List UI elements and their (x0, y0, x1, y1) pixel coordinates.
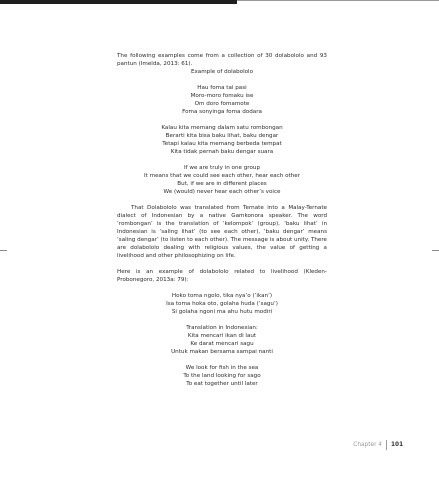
page-body (117, 52, 327, 388)
dolabololo-indonesian-stanza (117, 124, 327, 156)
crop-mark-left (0, 250, 7, 251)
verse-line: We look for fish in the sea (185, 365, 259, 371)
verse-line: Isa toma hoka oto, golaha huda (‘sagu’) (166, 301, 278, 307)
verse-line: We (would) never hear each other’s voice (163, 189, 281, 195)
verse-line: Om doro fomamote (194, 101, 250, 107)
verse-line: If we are truly in one group (183, 165, 260, 171)
verse-line: Ke darat mencari sagu (190, 341, 254, 347)
top-rule (237, 0, 439, 1)
translation-heading: Translation in Indonesian: (186, 325, 258, 331)
verse-line: Foma sonyinga foma dodara (182, 109, 262, 115)
intro-paragraph: The following examples come from a collection of 30 dolabololo and 93 pantun (Imelda, 2013: 61). (117, 53, 327, 67)
page-number: 101 (391, 442, 404, 448)
chapter-label: Chapter 4 (353, 442, 382, 448)
verse-line: But, if we are in different places (177, 181, 267, 187)
verse-line: It means that we could see each other, hear each other (144, 173, 300, 179)
example-heading: Example of dolabololo (190, 69, 254, 75)
verse-line: Untuk makan bersama sampai nanti (171, 349, 273, 355)
livelihood-indonesian-stanza (117, 324, 327, 356)
verse-line: Kita tidak pernah baku dengar suara (170, 149, 274, 155)
livelihood-original-stanza (117, 292, 327, 316)
verse-line: Kalau kita memang dalam satu rombongan (161, 125, 283, 131)
dolabololo-original-stanza (117, 84, 327, 116)
verse-line: Moro-moro fomaku ise (190, 93, 254, 99)
livelihood-intro: Here is an example of dolabololo related to livelihood (Kleden-Probonegoro, 2013a: 79): (117, 269, 327, 283)
verse-line: Kita mencari ikan di laut (187, 333, 257, 339)
verse-line: Berarti kita bisa baku lihat, baku dengar (165, 133, 279, 139)
body-paragraph: That Dolabololo was translated from Ternate into a Malay-Ternate dialect of Indonesian by a native Gamkonora speaker. The word ‘rombongan’ is the translation of ‘kelompok’ (group), ‘baku lihat’ in Indonesian is ‘saling lihat’ (to see each other), ‘baku dengar’ means ‘saling dengar’ (to listen to each other). The message is about unity. There are dolabololo dealing with religious values, the value of getting a livelihood and other philosophizing on life. (117, 205, 327, 259)
verse-line: Tetapi kalau kita memang berbeda tempat (162, 141, 282, 147)
crop-mark-right (432, 250, 439, 251)
verse-line: To eat together until later (186, 381, 258, 387)
verse-line: Hau foma tai pasi (197, 85, 247, 91)
verse-line: To the land looking for sago (183, 373, 261, 379)
footer-divider (386, 440, 387, 450)
dolabololo-english-stanza (117, 164, 327, 196)
verse-line: Si golaha ngoni ma ahu hutu modiri (171, 309, 273, 315)
page-footer (340, 440, 410, 450)
livelihood-english-stanza (117, 364, 327, 388)
top-color-bar (0, 0, 237, 4)
verse-line: Hoko toma ngolo, tika nya’o (‘ikan’) (171, 293, 273, 299)
